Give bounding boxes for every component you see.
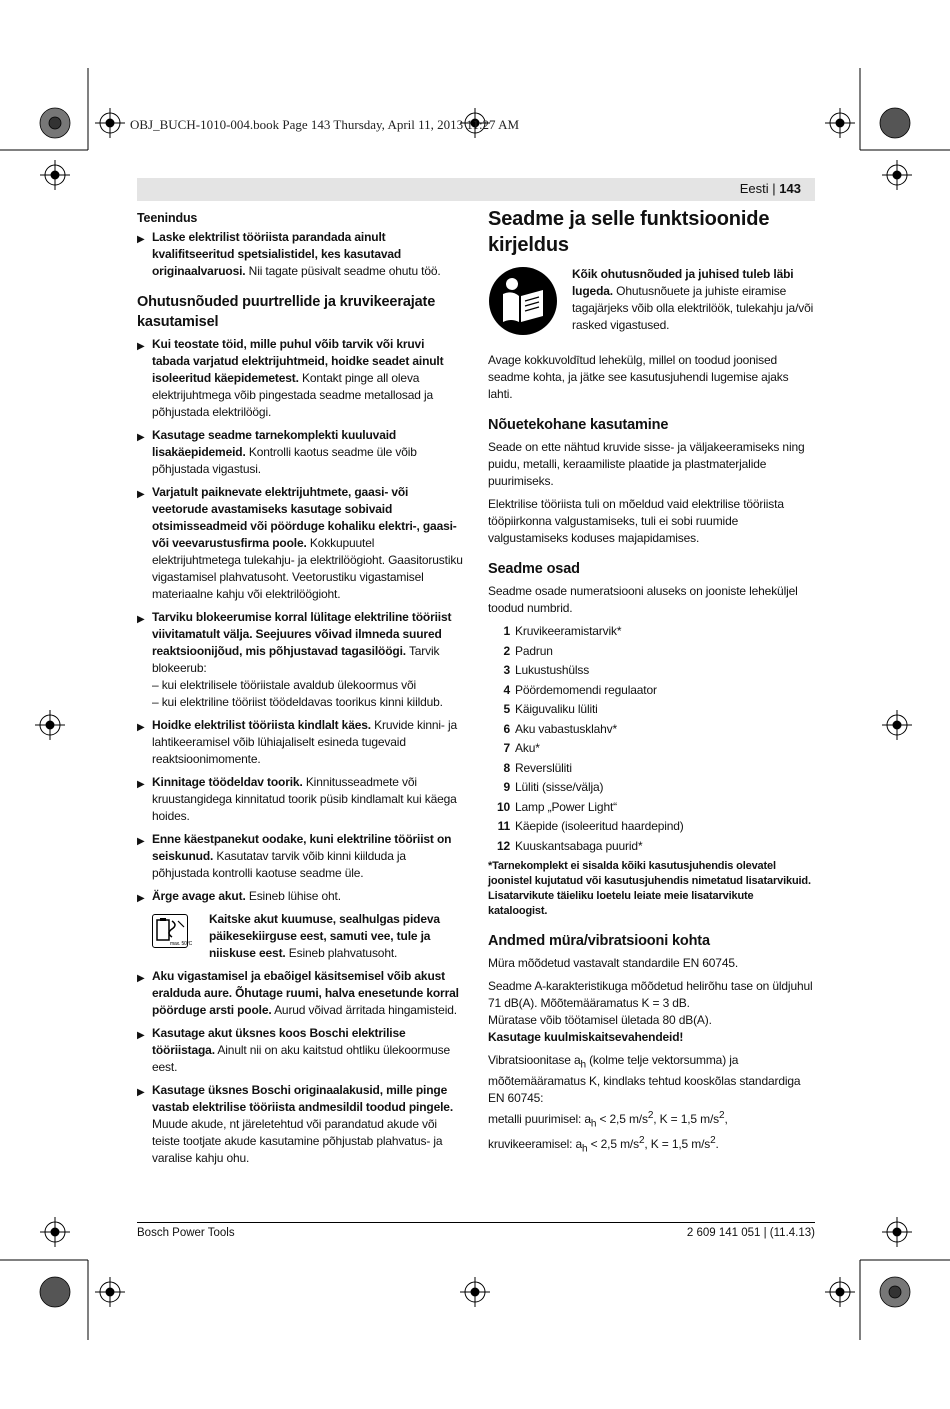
part-number: 12 [496,838,510,853]
bullet-text: Aurud võivad ärritada hingamisteid. [274,1003,457,1017]
part-label: Kruvikeeramistarvik* [515,624,622,638]
list-item [488,799,815,816]
list-item [488,682,815,699]
noise-level-text: Seadme A-karakteristikuga mõõdetud helirõhu tase on üldjuhul 71 dB(A). Mõõtemääramatus K = 3 dB. [488,978,813,1010]
vibration-k: , K = 1,5 m/s [644,1137,711,1152]
noise-exceed-text: Müratase võib töötamisel ületada 80 dB(A). [488,1012,712,1027]
noise-heading: Andmed müra/vibratsiooni kohta [488,932,710,949]
bullet-bold: Varjatult paiknevate elektrijuhtmete, gaasi- või veetorude avastamiseks kasutage sobivaid otsimisseadmeid või pöörduge kohaliku elektri-, gaasi- või veevarustusfirma poole. [152,485,457,550]
part-number: 8 [503,760,510,775]
list-item [488,740,815,757]
color-wheel [40,1277,70,1307]
vibration-text: (kolme telje vektorsumma) ja mõõtemääramatus K, kindlaks tehtud kooskõlas standardiga EN 60745: [488,1052,801,1105]
part-label: Padrun [515,643,553,658]
superscript-2: 2 [719,1109,725,1121]
safety-bullet [137,609,463,711]
bullet-text: Kruvide kinni- ja lahtikeeramisel võib lühiajaliselt esineda tugevaid reaktsioonimomente. [152,718,457,766]
bullet-triangle-icon: ▶ [137,893,145,904]
hearing-protection-warning: Kasutage kuulmiskaitsevahendeid! [488,1029,684,1044]
bullet-bold: Kinnitage töödeldav toorik. [152,775,303,789]
bullet-text: Kokkupuutel elektrijuhtmetega tulekahju- ja elektrilöögioht. Gaasitorustiku vigastamisel plahvatusoht. Veetorustiku vigastamisel materiaalne kahju või elektrilöögioht. [152,536,463,601]
bullet-text: Kontakt pinge all oleva elektrijuhtmega võib pingestada seadme metallosad ja põhjustada elektrilöögi. [152,371,434,419]
battery-temperature-icon [152,914,193,948]
safety-bullet [137,427,463,478]
usage-paragraph: Elektrilise tööriista tuli on mõeldud vaid elektrilise tööriista tööpiirkonna valgustamiseks, tuli ei sobi ruumide valgustamiseks koduses majapidamises. [488,497,784,545]
safety-bullet [137,1025,463,1076]
bullet-bold: Kui teostate töid, mille puhul võib tarvik või kruvi tabada varjatud elektrijuhtmeid, hoidke seadet ainult isoleeritud käepidemetest. [152,337,444,385]
bullet-bold: Hoidke elektrilist tööriista kindlalt käes. [152,718,371,732]
bullet-triangle-icon: ▶ [137,341,145,352]
list-item [488,623,815,640]
bullet-text: Esineb lühise oht. [248,889,341,903]
bullet-bold: Enne käestpanekut oodake, kuni elektriline tööriist on seiskunud. [152,832,452,863]
warning-bold: Kaitske akut kuumuse, sealhulgas pideva päikesekiirguse eest, samuti vee, tule ja niiskuse eest. [209,912,440,960]
bullet-triangle-icon: ▶ [137,1030,145,1041]
footer-brand: Bosch Power Tools [137,1227,235,1239]
read-bold: Kõik ohutusnõuded ja juhised tuleb läbi lugeda. [572,267,794,298]
list-item [488,779,815,796]
part-number: 10 [496,799,510,814]
part-label: Aku vabastusklahv* [515,721,618,736]
subscript-h: h [590,1118,597,1130]
bullet-text: Tarvik blokeerub: [152,644,440,675]
part-label: Aku* [515,741,540,755]
vibration-screw-label: kruvikeeramisel: a [488,1137,582,1152]
part-number: 11 [497,819,510,833]
page-header [137,178,815,201]
read-text: Ohutusnõuete ja juhiste eiramise tagajärjeks võib olla elektrilöök, tulekahju ja/või rasked vigastused. [572,284,814,332]
parts-intro: Seadme osade numeratsiooni aluseks on jooniste leheküljel toodud numbrid. [488,584,798,615]
bullet-triangle-icon: ▶ [137,489,145,500]
list-item [488,721,815,738]
registration-target [882,1217,912,1247]
list-item [488,701,815,718]
list-item [488,838,815,855]
bullet-triangle-icon: ▶ [137,234,145,245]
list-item [488,818,815,835]
vibration-value: < 2,5 m/s [596,1111,648,1126]
bullet-text: Muude akude, nt järeletehtud või parandatud akude või teiste tootjate akude kasutamine põhjustab plahvatus- ja varalise kahju ohu. [152,1117,443,1165]
bullet-triangle-icon: ▶ [137,779,145,790]
vibration-paragraph: Vibratsioonitase $a_h$ (kolme telje vektorsumma) ja mõõtemääramatus K, kindlaks tehtud kooskõlas standardiga EN 60745: metalli puurimisel: $a_h < 2,5$ $m/s^2$, K = 1,5 $m/s^2$, kruvikeeramisel: $a_h < 2,5$ $m/s^2$, K = 1,5 $m/s^2$. [488,1052,801,1155]
vibration-text: Vibratsioonitase a [488,1052,581,1067]
vibration-k: , K = 1,5 m/s [653,1111,720,1126]
safety-bullet [137,968,463,1019]
bullet-text: Kasutatav tarvik võib kinni kiilduda ja põhjustada kontrolli kaotuse seadme üle. [152,849,406,880]
superscript-2: 2 [647,1109,654,1121]
page-number: 143 [779,181,801,196]
superscript-2: 2 [710,1135,716,1147]
header-text [740,181,801,196]
bullet-text: Kontrolli kaotus seadme üle võib põhjustada vigastusi. [152,445,417,476]
safety-bullet [137,1082,463,1167]
vibration-end: . [715,1137,719,1152]
bullet-triangle-icon: ▶ [137,836,145,847]
bullet-triangle-icon: ▶ [137,722,145,733]
registration-target [95,108,125,138]
left-column [137,210,463,1173]
safety-bullet [137,831,463,882]
vibration-value: < 2,5 m/s [587,1137,639,1152]
registration-target [882,710,912,740]
color-wheel [880,1277,910,1307]
header-separator: | [772,181,776,196]
part-label: Lukustushülss [515,663,590,677]
safety-bullet [137,336,463,421]
noise-paragraph: Müra mõõdetud vastavalt standardile EN 60745. [488,955,739,970]
registration-target [460,1277,490,1307]
usage-paragraph: Seade on ette nähtud kruvide sisse- ja väljakeeramiseks ning puidu, metalli, keraamiliste plaatide ja plastmaterjalide puurimiseks. [488,440,805,488]
sub-item: – kui elektrilisele tööriistale avaldub ülekoormus või [152,678,417,692]
part-number: 5 [503,702,510,716]
footer-divider [137,1222,815,1223]
part-number: 3 [503,663,510,677]
part-number: 4 [503,682,510,697]
footer-doc-number: 2 609 141 051 | (11.4.13) [686,1227,815,1239]
safety-heading: Ohutusnõuded puurtrellide ja kruvikeerajate kasutamisel [137,294,436,330]
usage-heading: Nõuetekohane kasutamine [488,417,669,433]
list-item [488,662,815,679]
temperature-label: max. 50°C [170,941,193,947]
bullet-triangle-icon: ▶ [137,432,145,443]
part-number: 7 [503,741,510,755]
part-label: Käiguvaliku lüliti [515,702,598,716]
intro-paragraph: Avage kokkuvoldītud lehekülg, millel on toodud joonised seadme kohta, ja jätke see kasutusjuhendi lugemise ajaks lahti. [488,353,789,401]
part-number: 6 [503,721,510,736]
bullet-triangle-icon: ▶ [137,973,145,984]
read-instructions-block [488,266,815,342]
read-manual-icon [488,266,558,336]
warning-text: Esineb plahvatusoht. [288,946,398,960]
part-label: Lüliti (sisse/välja) [515,780,604,794]
service-bullet [137,229,463,280]
service-heading: Teenindus [137,211,198,225]
safety-bullet [137,774,463,825]
main-heading: Seadme ja selle funktsioonide kirjeldus [488,208,770,256]
registration-target [825,108,855,138]
bullet-bold: Laske elektrilist tööriista parandada ainult kvalifitseeritud spetsialistidel, kes kasutavad originaalvaruosi. [152,230,402,278]
part-number: 1 [503,624,510,638]
bullet-text: Nii tagate püsivalt seadme ohutu töö. [248,264,441,278]
bullet-bold: Ärge avage akut. [152,889,246,903]
bullet-triangle-icon: ▶ [137,614,145,625]
part-number: 2 [503,643,510,658]
subscript-h: h [580,1058,586,1070]
list-item [488,760,815,777]
sub-item: – kui elektriline tööriist töödeldavas toorikus kinni kiildub. [152,695,443,709]
heat-warning-block [152,911,463,962]
registration-target [882,160,912,190]
registration-target [825,1277,855,1307]
bullet-bold: Kasutage seadme tarnekomplekti kuuluvaid lisakäepidemeid. [152,428,397,459]
registration-target [95,1277,125,1307]
registration-target [40,160,70,190]
part-label: Pöördemomendi regulaator [515,682,657,697]
print-info: OBJ_BUCH-1010-004.book Page 143 Thursday, April 11, 2013 11:27 AM [130,117,520,132]
list-item [488,643,815,660]
noise-paragraph [488,978,815,1046]
color-wheel [40,108,70,138]
vibration-metal-label: metalli puurimisel: a [488,1111,591,1126]
bullet-bold: Aku vigastamisel ja ebaõigel käsitsemisel võib akust eralduda aure. Õhutage ruumi, halva enesetunde korral pöörduge arsti poole. [152,969,459,1017]
part-number: 9 [503,780,510,794]
header-language: Eesti [739,181,769,196]
bullet-bold: Kasutage üksnes Boschi originaalakusid, mille pinge vastab elektrilise tööriista andmesildil toodud pingele. [152,1083,454,1114]
parts-list [488,623,815,855]
parts-footnote: *Tarnekomplekt ei sisalda kõiki kasutusjuhendis olevatel joonistel kujutatud või kasutusjuhendis nimetatud lisatarvikuid. Lisatarvikute täieliku loetelu leiate meie lisatarvikute kataloogist. [488,859,811,917]
bullet-bold: Kasutage akut üksnes koos Boschi elektrilise tööriistaga. [152,1026,406,1057]
part-label: Lamp „Power Light“ [515,799,618,814]
subscript-h: h [582,1143,588,1155]
part-label: Kuuskantsabaga puurid* [515,838,643,853]
bullet-bold: Tarviku blokeerumise korral lülitage elektriline tööriist viivitamatult välja. Seejuures võivad ilmneda suured reaktsioonijõud, mis põhjustavad tagasilöögi. [152,610,452,658]
part-label: Reverslüliti [515,760,572,775]
bullet-triangle-icon: ▶ [137,1087,145,1098]
bullet-text: Ainult nii on aku kaitstud ohtliku ülekoormuse eest. [152,1043,450,1074]
right-column [488,206,815,1164]
parts-heading: Seadme osad [488,561,580,577]
registration-target [35,710,65,740]
part-label: Käepide (isoleeritud haardepind) [515,819,684,833]
bullet-text: Kinnitusseadmete või kruustangidega kinnitatud toorik püsib kindlamalt kui käega hoides. [152,775,457,823]
color-wheel [880,108,910,138]
superscript-2: 2 [638,1135,645,1147]
registration-target [40,1217,70,1247]
safety-bullet [137,484,463,603]
safety-bullet [137,888,463,905]
safety-bullet [137,717,463,768]
